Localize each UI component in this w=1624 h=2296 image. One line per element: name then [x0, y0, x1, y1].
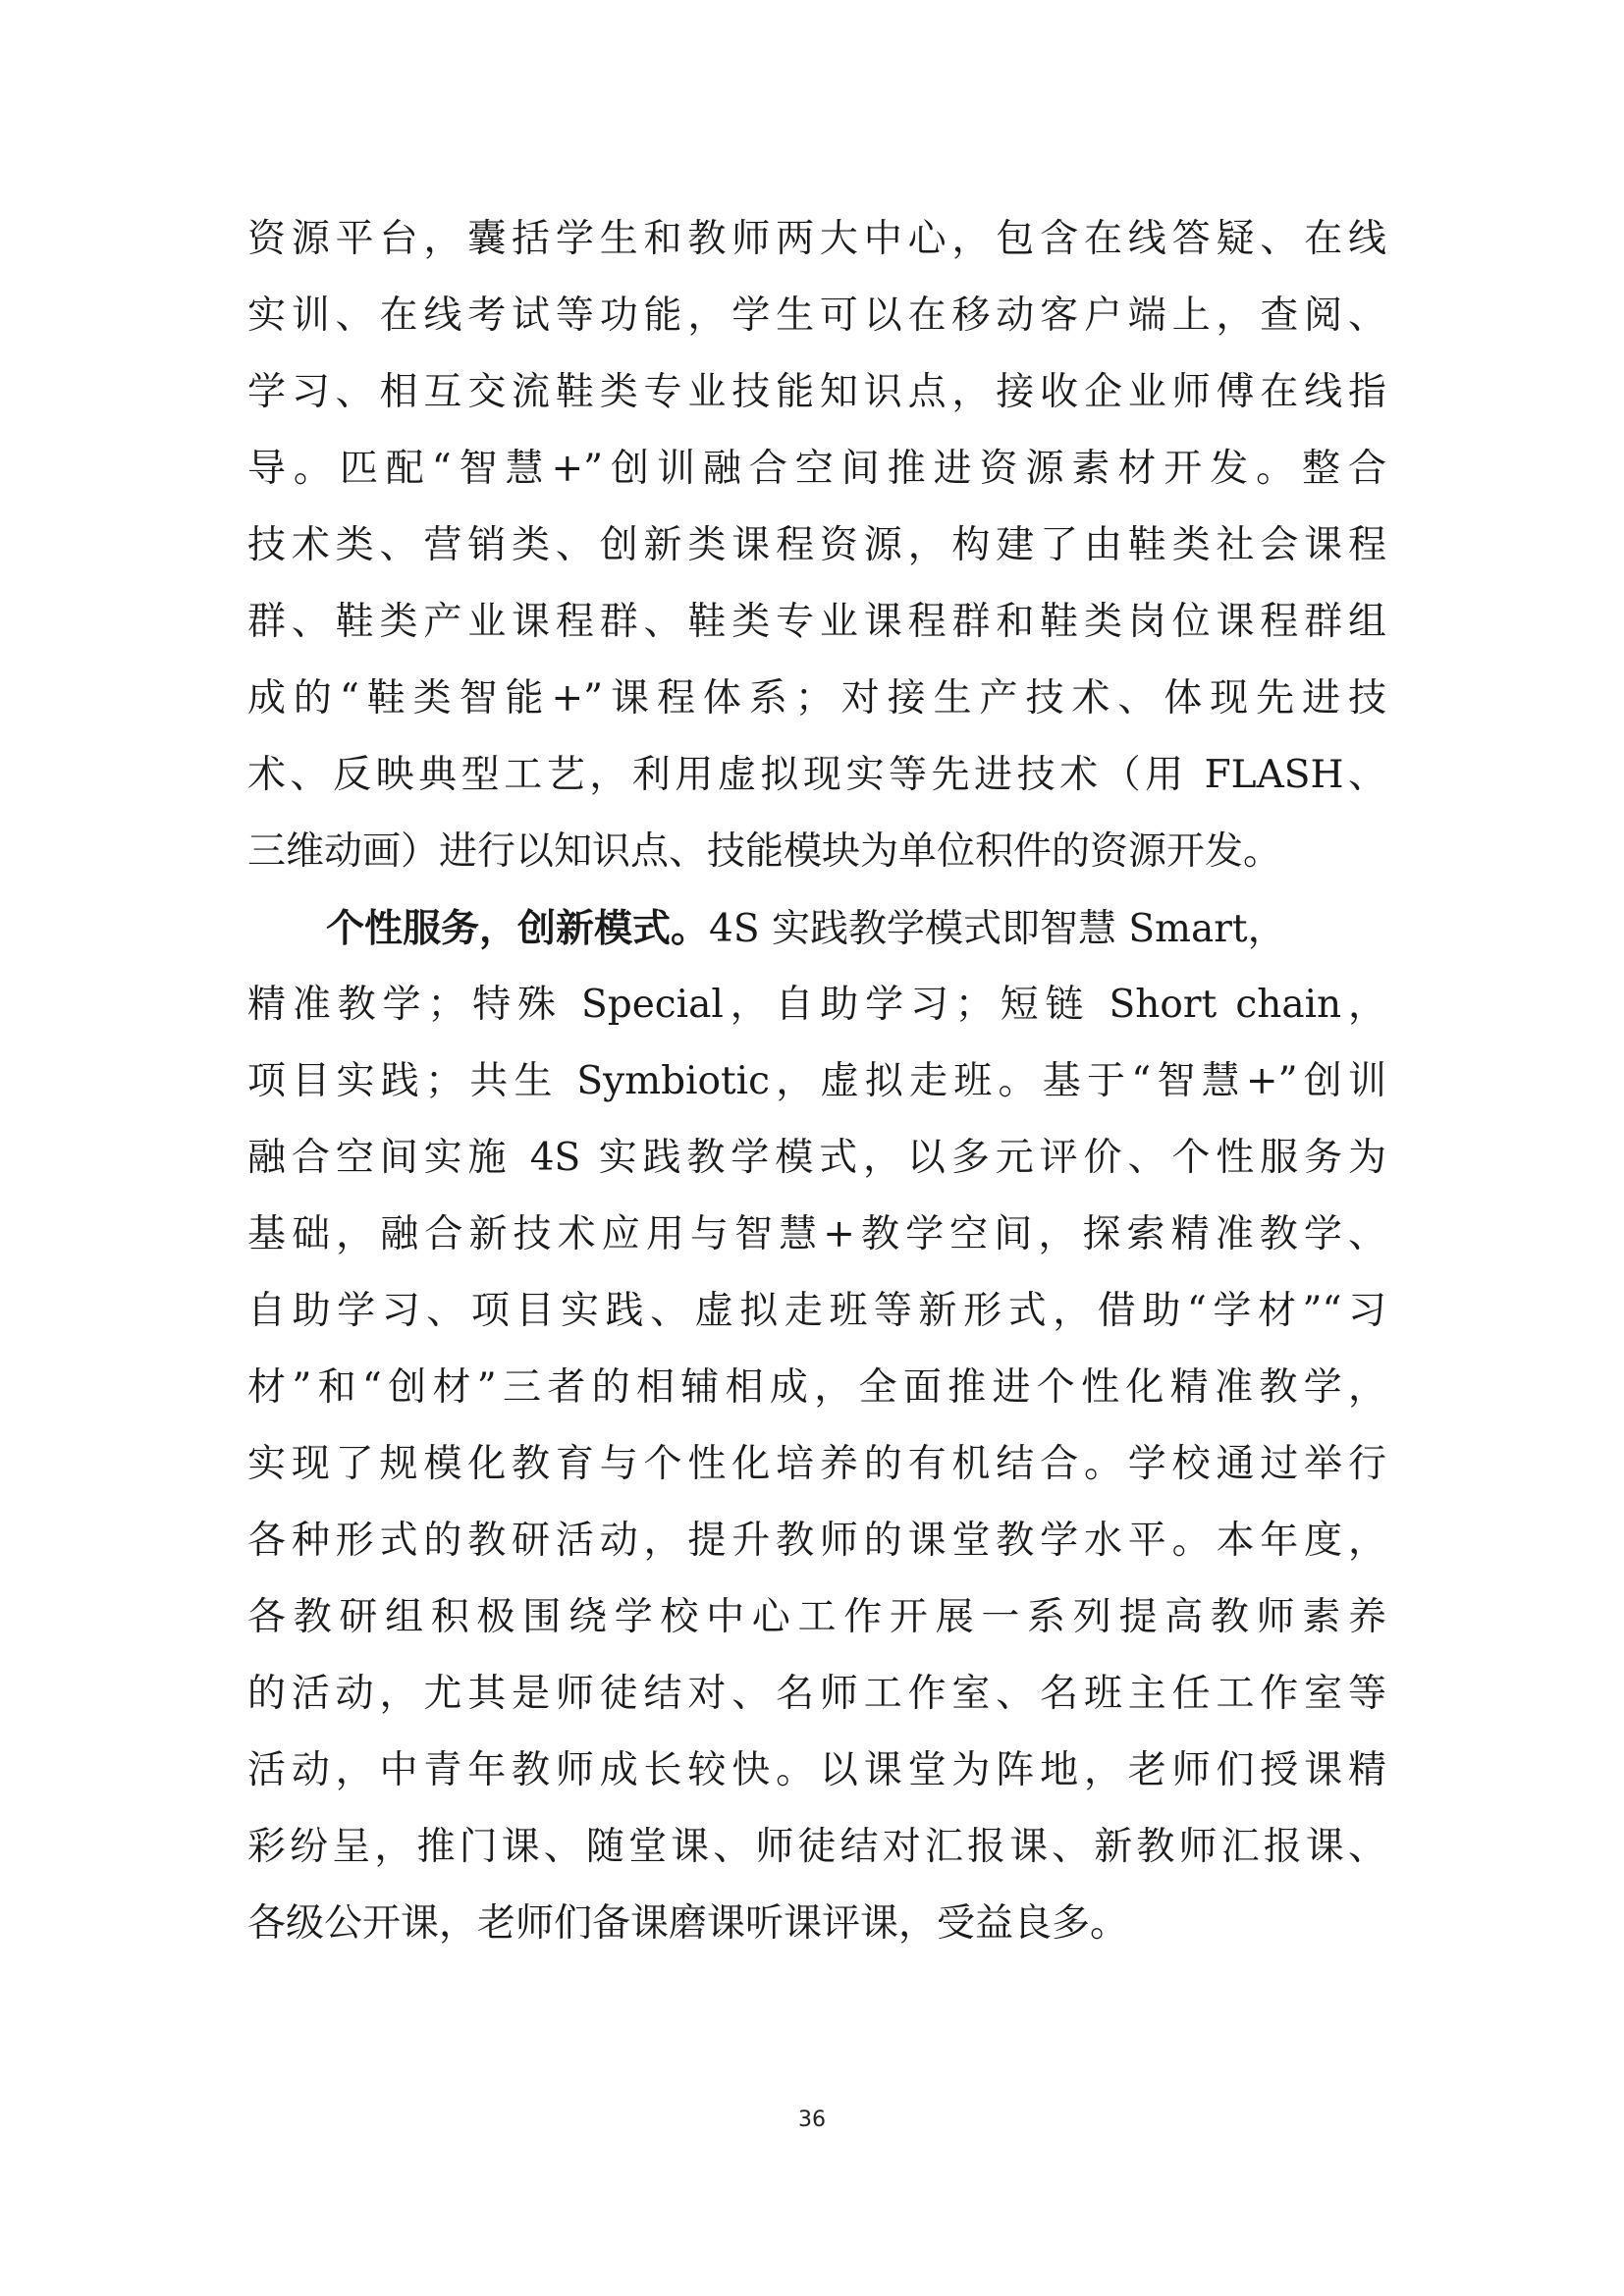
paragraph-line: 实现了规模化教育与个性化培养的有机结合。学校通过举行 [247, 1442, 1386, 1486]
paragraph-first-line [247, 890, 1386, 967]
paragraph-line: 各教研组积极围绕学校中心工作开展一系列提高教师素养 [247, 1595, 1386, 1639]
paragraph-line: 融合空间实施 4S 实践教学模式，以多元评价、个性服务为 [247, 1136, 1386, 1180]
paragraph-line: 实训、在线考试等功能，学生可以在移动客户端上，查阅、 [247, 294, 1386, 338]
paragraph-heading: 个性服务，创新模式。 [326, 906, 710, 951]
paragraph-line: 精准教学；特殊 Special，自助学习；短链 Short chain， [247, 983, 1386, 1027]
paragraph-line: 三维动画）进行以知识点、技能模块为单位积件的资源开发。 [247, 829, 1282, 874]
paragraph-line: 的活动，尤其是师徒结对、名师工作室、名班主任工作室等 [247, 1672, 1386, 1716]
paragraph-line: 彩纷呈，推门课、随堂课、师徒结对汇报课、新教师汇报课、 [247, 1825, 1386, 1869]
paragraph-line: 自助学习、项目实践、虚拟走班等新形式，借助“学材”“习 [247, 1289, 1386, 1333]
paragraph-line: 学习、相互交流鞋类专业技能知识点，接收企业师傅在线指 [247, 370, 1386, 414]
paragraph-line: 项目实践；共生 Symbiotic，虚拟走班。基于“智慧+”创训 [247, 1059, 1386, 1103]
paragraph-line: 材”和“创材”三者的相辅相成，全面推进个性化精准教学， [247, 1365, 1386, 1410]
paragraph-first-line-text: 4S 实践教学模式即智慧 Smart， [709, 907, 1286, 951]
paragraph-line: 资源平台，囊括学生和教师两大中心，包含在线答疑、在线 [247, 217, 1386, 261]
paragraph-line: 导。匹配“智慧+”创训融合空间推进资源素材开发。整合 [247, 447, 1386, 491]
paragraph-line: 术、反映典型工艺，利用虚拟现实等先进技术（用 FLASH、 [247, 753, 1386, 797]
paragraph-line: 技术类、营销类、创新类课程资源，构建了由鞋类社会课程 [247, 523, 1386, 567]
paragraph-line: 成的“鞋类智能+”课程体系；对接生产技术、体现先进技 [247, 676, 1386, 721]
body-text [247, 201, 1386, 1962]
page-number: 36 [798, 2108, 826, 2132]
paragraph-line: 基础，融合新技术应用与智慧+教学空间，探索精准教学、 [247, 1212, 1386, 1256]
paragraph-line: 活动，中青年教师成长较快。以课堂为阵地，老师们授课精 [247, 1748, 1386, 1792]
paragraph-line: 群、鞋类产业课程群、鞋类专业课程群和鞋类岗位课程群组 [247, 600, 1386, 644]
paragraph-line: 各级公开课，老师们备课磨课听课评课，受益良多。 [247, 1901, 1129, 1946]
paragraph-line: 各种形式的教研活动，提升教师的课堂教学水平。本年度， [247, 1519, 1386, 1563]
